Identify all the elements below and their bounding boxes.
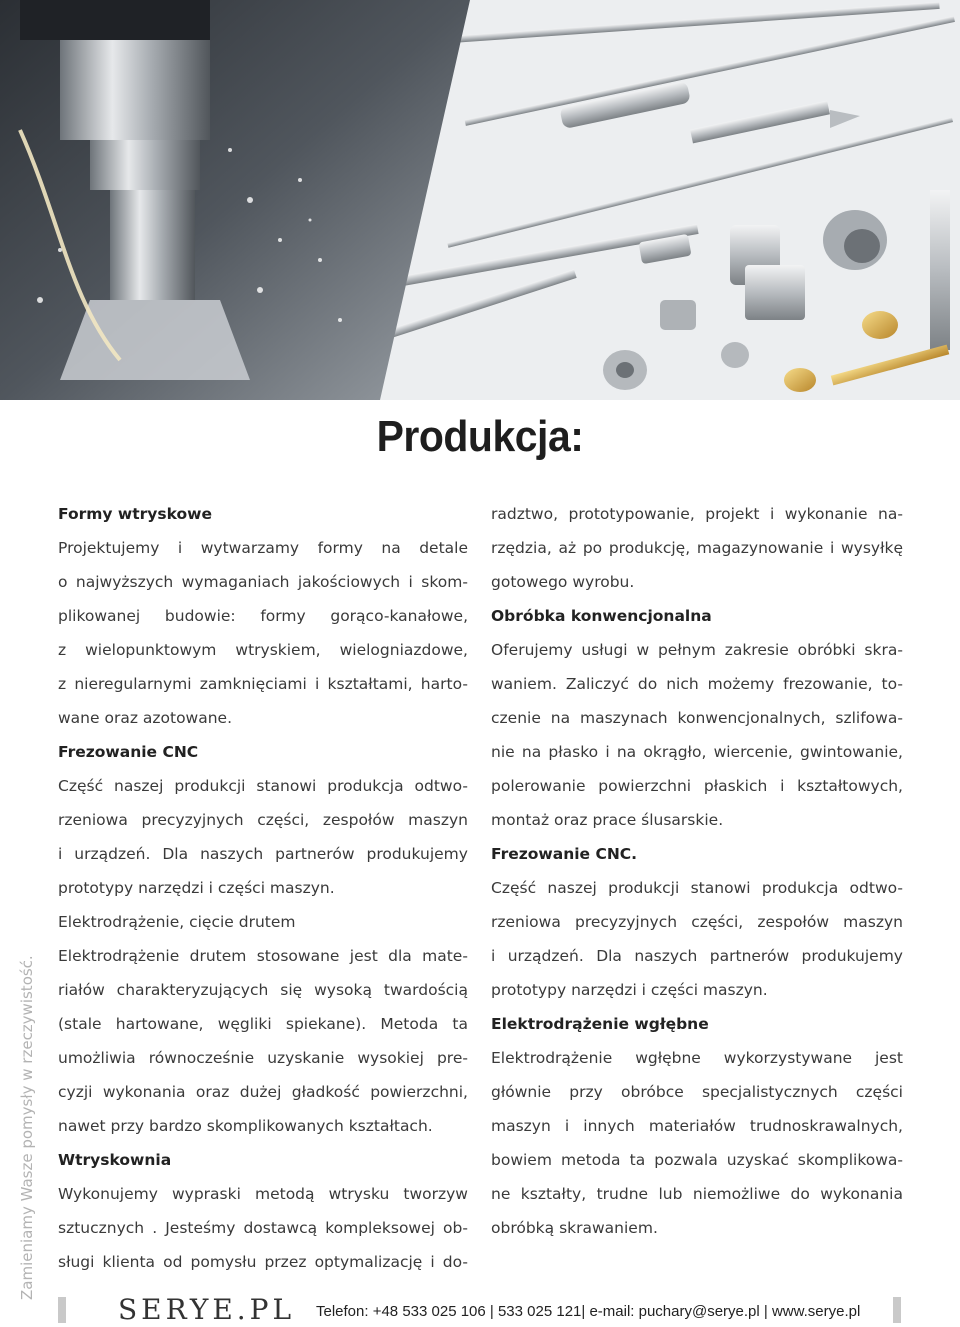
heading-frezowanie-cnc: Frezowanie CNC xyxy=(58,743,199,761)
left-column xyxy=(58,497,468,1279)
paragraph-formy: Projektujemy i wytwarzamy formy na detale o najwyższych wymaganiach jakościowych i skom- plikowanej budowie: formy gorąco-kanałowe, z wielopunktowym wtryskiem, wielogniazdowe, z nieregularnymi zamknięciami i kształtami, harto- wane oraz azotowane. xyxy=(58,539,468,727)
heading-wtryskownia: Wtryskownia xyxy=(58,1151,172,1169)
footer-bar-left xyxy=(58,1297,66,1323)
paragraph-obrobka: Oferujemy usługi w pełnym zakresie obróbki skra- waniem. Zaliczyć do nich możemy frezowanie, to- czenie na maszynach konwencjonalnych, szlifowa- nie na płasko i na okrągło, wiercenie, gwintowanie, polerowanie powierzchni płaskich i kształtowych, montaż oraz prace ślusarskie. xyxy=(491,641,903,829)
hero-photos xyxy=(0,0,960,400)
contact-info: Telefon: +48 533 025 106 | 533 025 121| e-mail: puchary@serye.pl | www.serye.pl xyxy=(316,1303,861,1320)
heading-formy-wtryskowe: Formy wtryskowe xyxy=(58,505,212,523)
paragraph-frezowanie: Część naszej produkcji stanowi produkcja odtwo- rzeniowa precyzyjnych części, zespołów maszyn i urządzeń. Dla naszych partnerów produkujemy prototypy narzędzi i części maszyn. xyxy=(58,777,468,897)
subheading-elektrodrazenie-drutem: Elektrodrążenie, cięcie drutem xyxy=(58,913,296,931)
heading-obrobka-konwencjonalna: Obróbka konwencjonalna xyxy=(491,607,712,625)
paragraph-frezowanie-2: Część naszej produkcji stanowi produkcja odtwo- rzeniowa precyzyjnych części, zespołów maszyn i urządzeń. Dla naszych partnerów produkujemy prototypy narzędzi i części maszyn. xyxy=(491,879,903,999)
heading-frezowanie-cnc-2: Frezowanie CNC. xyxy=(491,845,638,863)
paragraph-continuation: radztwo, prototypowanie, projekt i wykonanie na- rzędzia, aż po produkcję, magazynowanie i wysyłkę gotowego wyrobu. xyxy=(491,505,903,591)
heading-elektrodrazenie-wglebne: Elektrodrążenie wgłębne xyxy=(491,1015,709,1033)
paragraph-wtryskownia: Wykonujemy wypraski metodą wtrysku tworzyw sztucznych . Jesteśmy dostawcą kompleksowej ob- sługi klienta od pomysłu przez optymalizację i do- xyxy=(58,1185,468,1271)
footer xyxy=(0,1295,960,1327)
vertical-slogan: Zamieniamy Wasze pomysły w rzeczywistość. xyxy=(18,955,36,1300)
hero-image xyxy=(0,0,960,400)
footer-bar-right xyxy=(893,1297,901,1323)
right-column xyxy=(491,497,903,1245)
brand-logo: SERYE.PL xyxy=(118,1293,296,1326)
paragraph-elektrodrazenie-wglebne: Elektrodrążenie wgłębne wykorzystywane jest głównie przy obróbce specjalistycznych części maszyn i innych materiałów trudnoskrawalnych, bowiem metoda ta pozwala uzyskać skomplikowa- ne kształty, trudne lub niemożliwe do wykonania obróbką skrawaniem. xyxy=(491,1049,903,1237)
paragraph-elektrodrazenie-drutem: Elektrodrążenie drutem stosowane jest dla mate- riałów charakteryzujących się wysoką twardością (stale hartowane, węgliki spiekane). Metoda ta umożliwia równocześnie uzyskanie wysokiej pre- cyzji wykonania oraz dużej gładkość powierzchni, nawet przy bardzo skomplikowanych kształtach. xyxy=(58,947,468,1135)
page-title: Produkcja: xyxy=(376,412,584,461)
